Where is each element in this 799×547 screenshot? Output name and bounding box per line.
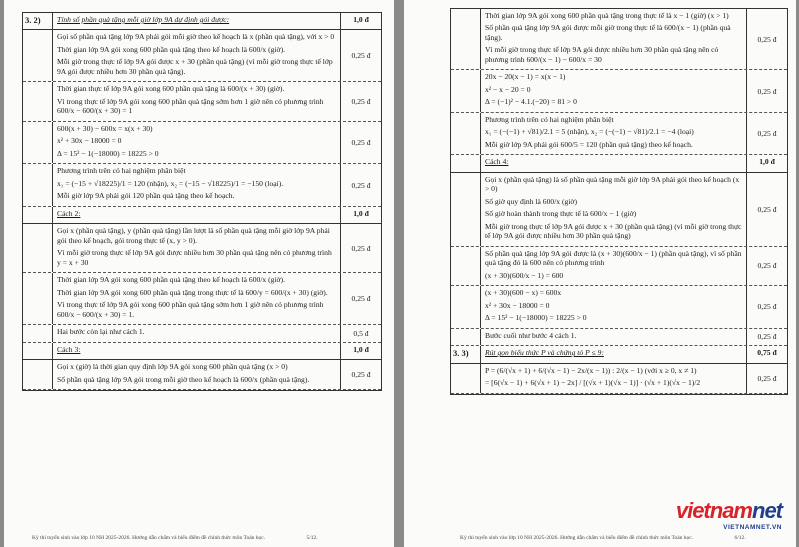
answer-line: Phương trình trên có hai nghiệm phân biệt xyxy=(485,114,614,124)
answer-line: x² + 30x − 18000 = 0 xyxy=(57,136,122,146)
table-row xyxy=(23,122,381,164)
answer-text-cell xyxy=(53,30,341,81)
answer-line: Mỗi giờ trong thực tế lớp 9A gói được x + 30 (phần quà tặng) (vì mỗi giờ trong thực tế lớp 9A gói được nhiều hơn 30 phần quà tặng). xyxy=(57,57,333,76)
right-footer xyxy=(460,535,746,541)
question-number-cell xyxy=(451,9,481,69)
answer-line: Mỗi giờ lớp 9A phải gói 120 phần quà tặng theo kế hoạch. xyxy=(57,191,235,201)
table-row xyxy=(451,113,787,155)
answer-line: (x + 30)(600 − x) = 600x xyxy=(485,288,562,298)
answer-line: x₁ = (−(−1) + √81)/2.1 = 5 (nhận), x₂ = (−(−1) − √81)/2.1 = −4 (loại) xyxy=(485,127,694,137)
answer-line: Cách 4: xyxy=(485,157,509,167)
question-number-cell xyxy=(23,82,53,120)
points-cell: 0,25 đ xyxy=(351,138,371,148)
table-row xyxy=(23,207,381,224)
answer-line: 600(x + 30) − 600x = x(x + 30) xyxy=(57,123,153,133)
question-number-cell xyxy=(23,343,53,359)
answer-text-cell xyxy=(53,207,341,223)
question-number-cell: 3. 2) xyxy=(23,13,53,29)
answer-line: Số phần quà tặng lớp 9A gói trong mỗi giờ theo kế hoạch là 600/x (phần quà tặng). xyxy=(57,374,310,384)
question-number-cell xyxy=(23,360,53,389)
answer-line: Δ = (−1)² − 4.1.(−20) = 81 > 0 xyxy=(485,97,577,107)
points-cell: 0,25 đ xyxy=(351,294,371,304)
points-cell: 1,0 đ xyxy=(759,157,775,167)
right-answer-table xyxy=(450,8,788,395)
answer-text-cell xyxy=(53,273,341,324)
answer-line: Thời gian lớp 9A gói xong 600 phần quà tặng theo kế hoạch là 600/x (giờ). xyxy=(57,44,286,54)
answer-line: Số giờ quy định là 600/x (giờ) xyxy=(485,196,577,206)
question-number-cell xyxy=(23,207,53,223)
answer-line: Thời gian lớp 9A gói xong 600 phần quà tặng trong thực tế là 600/y = 600/(x + 30) (giờ). xyxy=(57,287,328,297)
points-cell: 0,25 đ xyxy=(757,332,777,342)
question-number-cell xyxy=(451,70,481,111)
points-cell: 0,25 đ xyxy=(351,51,371,61)
answer-line: Δ = 15² − 1(−18000) = 18225 > 0 xyxy=(485,313,587,323)
points-cell: 1,0 đ xyxy=(353,344,369,354)
points-cell: 0,25 đ xyxy=(351,370,371,380)
answer-text-cell xyxy=(481,155,747,171)
logo-mark: vietnamnet xyxy=(675,498,782,523)
answer-text-cell xyxy=(481,70,747,111)
answer-line: Cách 2: xyxy=(57,208,81,218)
points-cell: 1,0 đ xyxy=(353,208,369,218)
answer-text-cell xyxy=(481,9,747,69)
points-cell: 1,0 đ xyxy=(353,15,369,24)
table-row xyxy=(451,155,787,172)
answer-line: Mỗi giờ lớp 9A phải gói 600/5 = 120 (phần quà tặng) theo kế hoạch. xyxy=(485,139,693,149)
points-cell: 0,25 đ xyxy=(757,373,777,383)
logo-url: VIETNAMNET.VN xyxy=(723,524,782,531)
points-cell: 0,25 đ xyxy=(757,261,777,271)
points-cell: 0,25 đ xyxy=(757,129,777,139)
left-footer xyxy=(32,535,318,541)
table-row xyxy=(23,273,381,325)
table-row xyxy=(451,70,787,112)
question-number-cell xyxy=(451,286,481,327)
table-row xyxy=(451,247,787,286)
answer-text-cell xyxy=(53,82,341,120)
answer-text-cell xyxy=(53,325,341,341)
points-cell: 0,25 đ xyxy=(351,97,371,107)
page-number: 5/12. xyxy=(306,535,318,541)
answer-line: Vì mỗi giờ trong thực tế lớp 9A gói được nhiều hơn 30 phần quà tặng nên có phương trình 600/(x − 1) − 600/x = 30 xyxy=(485,45,719,64)
table-row xyxy=(451,173,787,247)
page-number: 6/12. xyxy=(734,535,746,541)
footer-text: Kỳ thi tuyển sinh vào lớp 10 NH 2025-2026. Hướng dẫn chấm và biểu điểm đề chính thức môn Toán học. xyxy=(460,535,694,541)
answer-line: Số phần quà tặng lớp 9A gói được là (x + 30)(600/x − 1) (phần quà tặng), vì số phần quà tặng đó là 600 nên có phương trình xyxy=(485,248,742,268)
question-number-cell xyxy=(451,173,481,246)
answer-line: Δ = 15² − 1(−18000) = 18225 > 0 xyxy=(57,148,159,158)
answer-line: = [6(√x − 1) + 6(√x + 1) − 2x] / [(√x + 1)(√x − 1)] · (√x + 1)(√x − 1)/2 xyxy=(485,378,701,388)
footer-text: Kỳ thi tuyển sinh vào lớp 10 NH 2025-2026. Hướng dẫn chấm và biểu điểm đề chính thức môn Toán học. xyxy=(32,535,266,541)
answer-line: (x + 30)(600/x − 1) = 600 xyxy=(485,270,564,280)
answer-line: Gọi x (phần quà tặng), y (phần quà tặng) lần lượt là số phần quà tặng mỗi giờ lớp 9A phải gói theo kế hoạch, gói trong thực tế (x, y > 0). xyxy=(57,226,330,245)
question-number-cell xyxy=(23,164,53,205)
question-number-cell xyxy=(23,30,53,81)
answer-line: Bước cuối như bước 4 cách 1. xyxy=(485,330,577,340)
answer-line: Gọi x (phần quà tặng) là số phần quà tặng mỗi giờ lớp 9A phải gói theo kế hoạch (x > 0) xyxy=(485,174,740,194)
points-cell: 0,25 đ xyxy=(757,302,777,312)
answer-text-cell xyxy=(53,13,341,29)
answer-line: P = (6/(√x + 1) + 6/(√x − 1) − 2x/(x − 1)) : 2/(x − 1) (với x ≥ 0, x ≠ 1) xyxy=(485,365,697,375)
answer-line: Mỗi giờ trong thực tế lớp 9A gói được x + 30 (phần quà tặng) (vì mỗi giờ trong thực tế lớp 9A gói được nhiều hơn 30 phần quà tặng) xyxy=(485,221,742,241)
question-number-cell: 3. 3) xyxy=(451,346,481,362)
question-number-cell xyxy=(23,224,53,272)
points-cell: 0,25 đ xyxy=(757,204,777,214)
left-page xyxy=(4,0,394,547)
answer-line: Hai bước còn lại như cách 1. xyxy=(57,327,145,337)
answer-text-cell xyxy=(53,224,341,272)
points-cell: 0,25 đ xyxy=(351,180,371,190)
answer-line: Gọi số phần quà tặng lớp 9A phải gói mỗi giờ theo kế hoạch là x (phần quà tặng), với x > 0 xyxy=(57,32,335,42)
answer-text-cell xyxy=(481,247,747,285)
question-number-cell xyxy=(451,329,481,345)
question-number-cell xyxy=(451,155,481,171)
table-row xyxy=(23,325,381,342)
table-row xyxy=(451,329,787,346)
question-number-cell xyxy=(451,113,481,154)
answer-line: Số phần quà tặng lớp 9A gói được mỗi giờ trong thực tế là 600/(x − 1) (phần quà tặng). xyxy=(485,23,731,42)
answer-text-cell xyxy=(481,286,747,327)
answer-text-cell xyxy=(53,360,341,389)
answer-line: Cách 3: xyxy=(57,344,81,354)
answer-text-cell xyxy=(481,364,747,393)
table-row xyxy=(23,13,381,30)
answer-text-cell xyxy=(481,329,747,345)
answer-line: Rút gọn biểu thức P và chứng tỏ P ≤ 9: xyxy=(485,348,604,358)
answer-line: Tính số phần quà tặng mỗi giờ lớp 9A dự định gói được: xyxy=(57,15,230,24)
table-row xyxy=(23,224,381,273)
points-cell: 0,25 đ xyxy=(757,86,777,96)
question-number-cell xyxy=(23,325,53,341)
question-number-cell xyxy=(23,122,53,163)
question-number-cell xyxy=(23,273,53,324)
points-cell: 0,75 đ xyxy=(757,348,777,358)
answer-line: x² − x − 20 = 0 xyxy=(485,84,531,94)
answer-line: Vì trong thực tế lớp 9A gói xong 600 phần quà tặng sớm hơn 1 giờ nên có phương trình 600/x − 600/(x + 30) = 1. xyxy=(57,300,324,319)
table-row xyxy=(451,346,787,363)
answer-line: Phương trình trên có hai nghiệm phân biệt xyxy=(57,166,186,176)
answer-line: Thời gian thực tế lớp 9A gói xong 600 phần quà tặng là 600/(x + 30) (giờ). xyxy=(57,84,285,94)
answer-text-cell xyxy=(53,343,341,359)
answer-line: 20x − 20(x − 1) = x(x − 1) xyxy=(485,72,566,82)
table-row xyxy=(23,30,381,82)
points-cell: 0,25 đ xyxy=(351,243,371,253)
points-cell: 0,5 đ xyxy=(353,328,369,338)
table-row xyxy=(451,364,787,394)
vietnamnet-logo xyxy=(676,498,782,531)
answer-line: Số giờ hoàn thành trong thực tế là 600/x − 1 (giờ) xyxy=(485,209,637,219)
table-row xyxy=(451,286,787,328)
table-row xyxy=(451,9,787,70)
right-page xyxy=(404,0,796,547)
question-number-cell xyxy=(451,247,481,285)
left-answer-table xyxy=(22,12,382,391)
answer-line: x² + 30x − 18000 = 0 xyxy=(485,300,550,310)
answer-line: Vì trong thực tế lớp 9A gói xong 600 phần quà tặng sớm hơn 1 giờ nên có phương trình 600/x − 600/(x + 30) = 1 xyxy=(57,96,324,116)
answer-line: Thời gian lớp 9A gói xong 600 phần quà tặng theo kế hoạch là 600/x (giờ). xyxy=(57,275,286,285)
question-number-cell xyxy=(451,364,481,393)
answer-line: x₁ = (−15 + √18225)/1 = 120 (nhận), x₂ = (−15 − √18225)/1 = −150 (loại). xyxy=(57,178,284,188)
answer-line: Gọi x (giờ) là thời gian quy định lớp 9A gói xong 600 phần quà tặng (x > 0) xyxy=(57,362,288,372)
table-row xyxy=(23,164,381,206)
answer-text-cell xyxy=(481,173,747,246)
table-row xyxy=(23,343,381,360)
answer-text-cell xyxy=(481,113,747,154)
answer-text-cell xyxy=(53,122,341,163)
table-row xyxy=(23,360,381,390)
answer-text-cell xyxy=(53,164,341,205)
answer-text-cell xyxy=(481,346,747,362)
answer-line: Thời gian lớp 9A gói xong 600 phần quà tặng trong thực tế là x − 1 (giờ) (x > 1) xyxy=(485,11,729,20)
points-cell: 0,25 đ xyxy=(757,34,777,44)
table-row xyxy=(23,82,381,121)
answer-line: Vì mỗi giờ trong thực tế lớp 9A gói được nhiều hơn 30 phần quà tặng nên có phương trình y = x + 30 xyxy=(57,248,332,267)
